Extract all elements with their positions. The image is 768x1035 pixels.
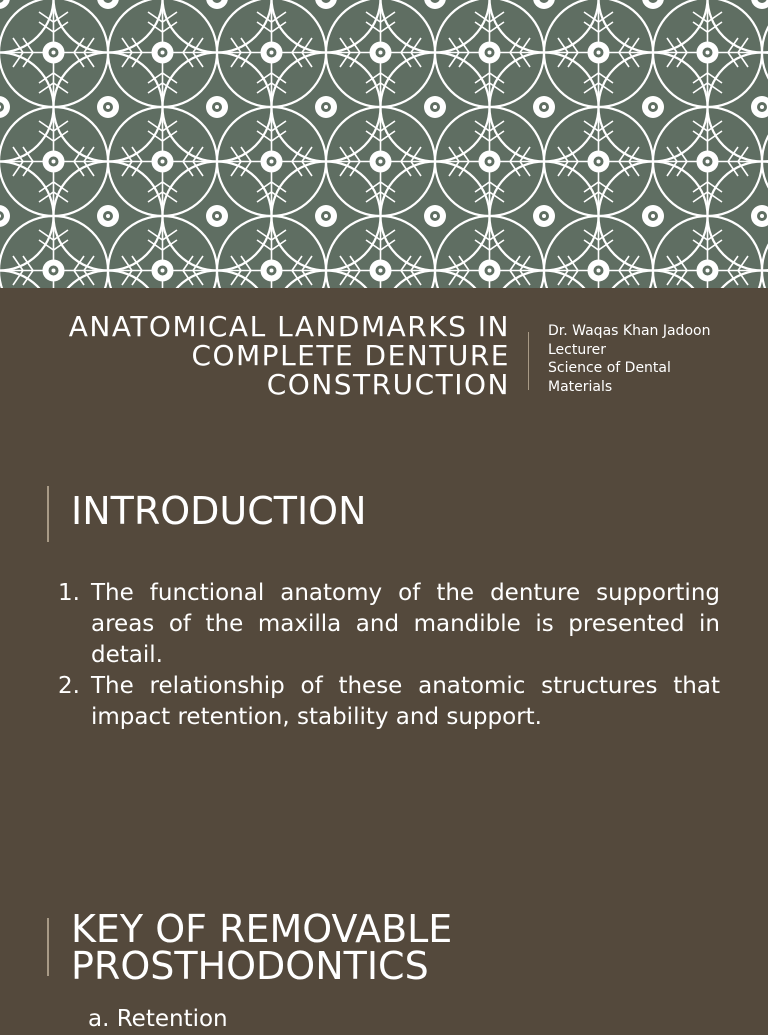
author-name: Dr. Waqas Khan Jadoon xyxy=(548,323,711,339)
key-list xyxy=(88,1004,228,1035)
pattern-fill xyxy=(0,0,768,288)
list-item-text: Retention xyxy=(116,1006,228,1032)
floral-pattern-graphic xyxy=(0,0,768,288)
title-divider xyxy=(528,332,529,390)
list-marker: 2. xyxy=(58,673,80,699)
list-item-text: The relationship of these anatomic structures that impact retention, stability and support. xyxy=(91,673,720,730)
list-marker: a. xyxy=(88,1006,110,1032)
list-item xyxy=(58,578,720,671)
decorative-pattern-banner xyxy=(0,0,768,288)
title-line: CONSTRUCTION xyxy=(266,368,510,401)
author-info xyxy=(548,322,763,396)
title-line: ANATOMICAL LANDMARKS IN xyxy=(68,310,510,343)
presentation-title xyxy=(30,312,510,399)
key-section-heading xyxy=(71,907,453,988)
author-role: Lecturer xyxy=(548,341,607,358)
list-marker: 1. xyxy=(58,580,80,606)
section-accent-rule xyxy=(47,918,49,976)
section-accent-rule xyxy=(47,486,49,542)
title-line: COMPLETE DENTURE xyxy=(191,339,510,372)
list-item-text: The functional anatomy of the denture supporting areas of the maxilla and mandible is presented in detail. xyxy=(91,580,720,668)
introduction-heading: INTRODUCTION xyxy=(71,489,367,533)
list-item xyxy=(58,671,720,733)
introduction-list xyxy=(58,578,720,733)
author-department: Materials xyxy=(548,378,613,395)
author-department: Science of Dental xyxy=(548,360,671,376)
title-slide xyxy=(0,288,768,460)
heading-line: PROSTHODONTICS xyxy=(71,944,429,988)
heading-line: KEY OF REMOVABLE xyxy=(71,907,453,951)
list-item xyxy=(88,1004,228,1035)
